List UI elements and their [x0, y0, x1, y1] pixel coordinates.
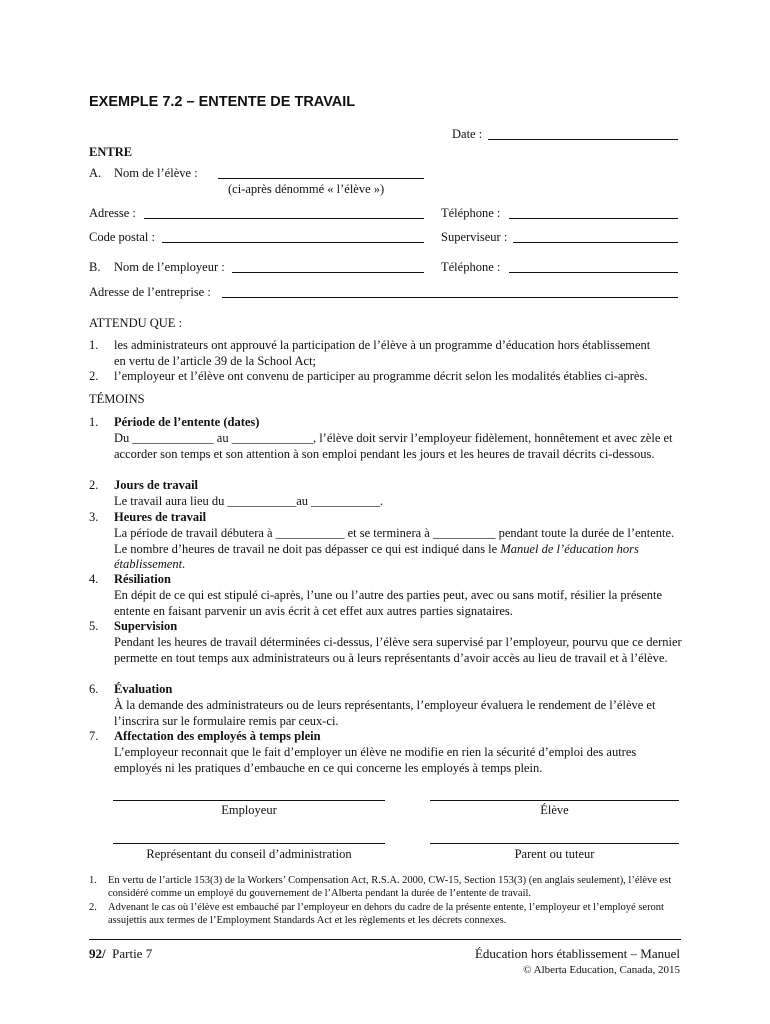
- student-signature-label: Élève: [540, 803, 569, 817]
- student-signature-line[interactable]: [430, 800, 679, 801]
- attendu-number: 2.: [89, 369, 99, 383]
- phone-label: Téléphone :: [441, 206, 501, 220]
- date-field[interactable]: [488, 139, 678, 140]
- section-heading: Jours de travail: [114, 478, 199, 492]
- student-note: (ci-après dénommé « l’élève »): [228, 182, 385, 196]
- section-number: 1.: [89, 415, 99, 429]
- student-name-label: Nom de l’élève :: [114, 166, 198, 180]
- address-label: Adresse :: [89, 206, 136, 220]
- footer-divider: [89, 939, 681, 940]
- footnote-text: Advenant le cas où l’élève est embauché par l’employeur en dehors du cadre de la présente entente, l’employeur et l’employé seront assujettis aux termes de l’Employment Standards Act et les règlements et les décrets connexes.: [108, 902, 664, 926]
- party-a-label: A.: [89, 166, 102, 180]
- section-text: La période de travail débutera à ___________ et se terminera à __________ pendant toute la durée de l’entente. Le nombre d’heures de travail ne doit pas dépasser ce qui est indiqué dans le Manuel de l’éducation hors établissement.: [114, 526, 675, 572]
- section-heading: Affectation des employés à temps plein: [114, 729, 321, 743]
- section-number: 6.: [89, 682, 99, 696]
- employer-phone-label: Téléphone :: [441, 260, 501, 274]
- business-address-label: Adresse de l’entreprise :: [89, 285, 211, 299]
- section-text: L’employeur reconnait que le fait d’employer un élève ne modifie en rien la sécurité d’emploi des autres employés ni les pratiques d’embauche en ce qui concerne les employés à temps plein.: [114, 745, 637, 775]
- postal-code-label: Code postal :: [89, 230, 155, 244]
- footer-manual-title: Éducation hors établissement – Manuel: [474, 946, 680, 961]
- section-heading: Période de l’entente (dates): [114, 415, 260, 429]
- party-b-label: B.: [89, 260, 101, 274]
- page-title: EXEMPLE 7.2 – ENTENTE DE TRAVAIL: [89, 94, 356, 110]
- entre-heading: ENTRE: [89, 145, 133, 159]
- section-text: À la demande des administrateurs ou de leurs représentants, l’employeur évaluera le rendement de l’élève et l’inscrira sur le formulaire remis par ceux-ci.: [114, 698, 656, 728]
- section-heading: Heures de travail: [114, 510, 207, 524]
- section-heading: Résiliation: [114, 572, 171, 586]
- parent-signature-line[interactable]: [430, 843, 679, 844]
- section-text: Pendant les heures de travail déterminées ci-dessus, l’élève sera supervisé par l’employeur, pourvu que ce dernier permette en tout temps aux administrateurs ou à leurs représentants d’avoir accès au lieu de travail et à l’élève.: [114, 635, 682, 665]
- employer-signature-label: Employeur: [221, 803, 277, 817]
- student-name-field[interactable]: [218, 178, 424, 179]
- temoins-heading: TÉMOINS: [89, 392, 145, 406]
- parent-signature-label: Parent ou tuteur: [514, 847, 595, 861]
- attendu-number: 1.: [89, 338, 99, 352]
- postal-code-field[interactable]: [162, 242, 424, 243]
- supervisor-field[interactable]: [513, 242, 678, 243]
- section-text: Le travail aura lieu du ___________au ___________.: [114, 494, 384, 508]
- section-number: 7.: [89, 729, 99, 743]
- attendu-heading: ATTENDU QUE :: [89, 316, 183, 330]
- address-field[interactable]: [144, 218, 424, 219]
- footer-copyright: © Alberta Education, Canada, 2015: [523, 964, 680, 976]
- supervisor-label: Superviseur :: [441, 230, 508, 244]
- section-number: 4.: [89, 572, 99, 586]
- employer-name-label: Nom de l’employeur :: [114, 260, 225, 274]
- board-rep-signature-label: Représentant du conseil d’administration: [146, 847, 352, 861]
- section-heading: Supervision: [114, 619, 178, 633]
- footer-page: 92/ Partie 7: [89, 946, 153, 961]
- board-rep-signature-line[interactable]: [113, 843, 385, 844]
- section-text: Du _____________ au _____________, l’élève doit servir l’employeur fidèlement, honnêtement et avec zèle et accorder son temps et son attention à son emploi pendant les jours et les heures de travail décrits ci-dessous.: [114, 431, 673, 461]
- employer-signature-line[interactable]: [113, 800, 385, 801]
- phone-field[interactable]: [509, 218, 678, 219]
- date-label: Date :: [452, 127, 483, 141]
- attendu-item: les administrateurs ont approuvé la participation de l’élève à un programme d’éducation hors établissement en vertu de l’article 39 de la School Act;: [114, 338, 651, 368]
- employer-phone-field[interactable]: [509, 272, 678, 273]
- attendu-item: l’employeur et l’élève ont convenu de participer au programme décrit selon les modalités établies ci-après.: [114, 369, 648, 383]
- footnote-number: 2.: [89, 902, 97, 913]
- section-heading: Évaluation: [114, 682, 173, 696]
- footnote-number: 1.: [89, 875, 97, 886]
- section-text: En dépit de ce qui est stipulé ci-après, l’une ou l’autre des parties peut, avec ou sans motif, résilier la présente entente en faisant parvenir un avis écrit à cet effet aux autres parties signataires.: [114, 588, 663, 618]
- footnote-text: En vertu de l’article 153(3) de la Workers’ Compensation Act, R.S.A. 2000, CW-15, Section 153(3) (en anglais seulement), l’élève est considéré comme un employé du gouvernement de l’Alberta pendant la durée de l’entente de travail.: [108, 875, 672, 899]
- business-address-field[interactable]: [222, 297, 678, 298]
- employer-name-field[interactable]: [232, 272, 424, 273]
- section-number: 2.: [89, 478, 99, 492]
- section-number: 5.: [89, 619, 99, 633]
- section-number: 3.: [89, 510, 99, 524]
